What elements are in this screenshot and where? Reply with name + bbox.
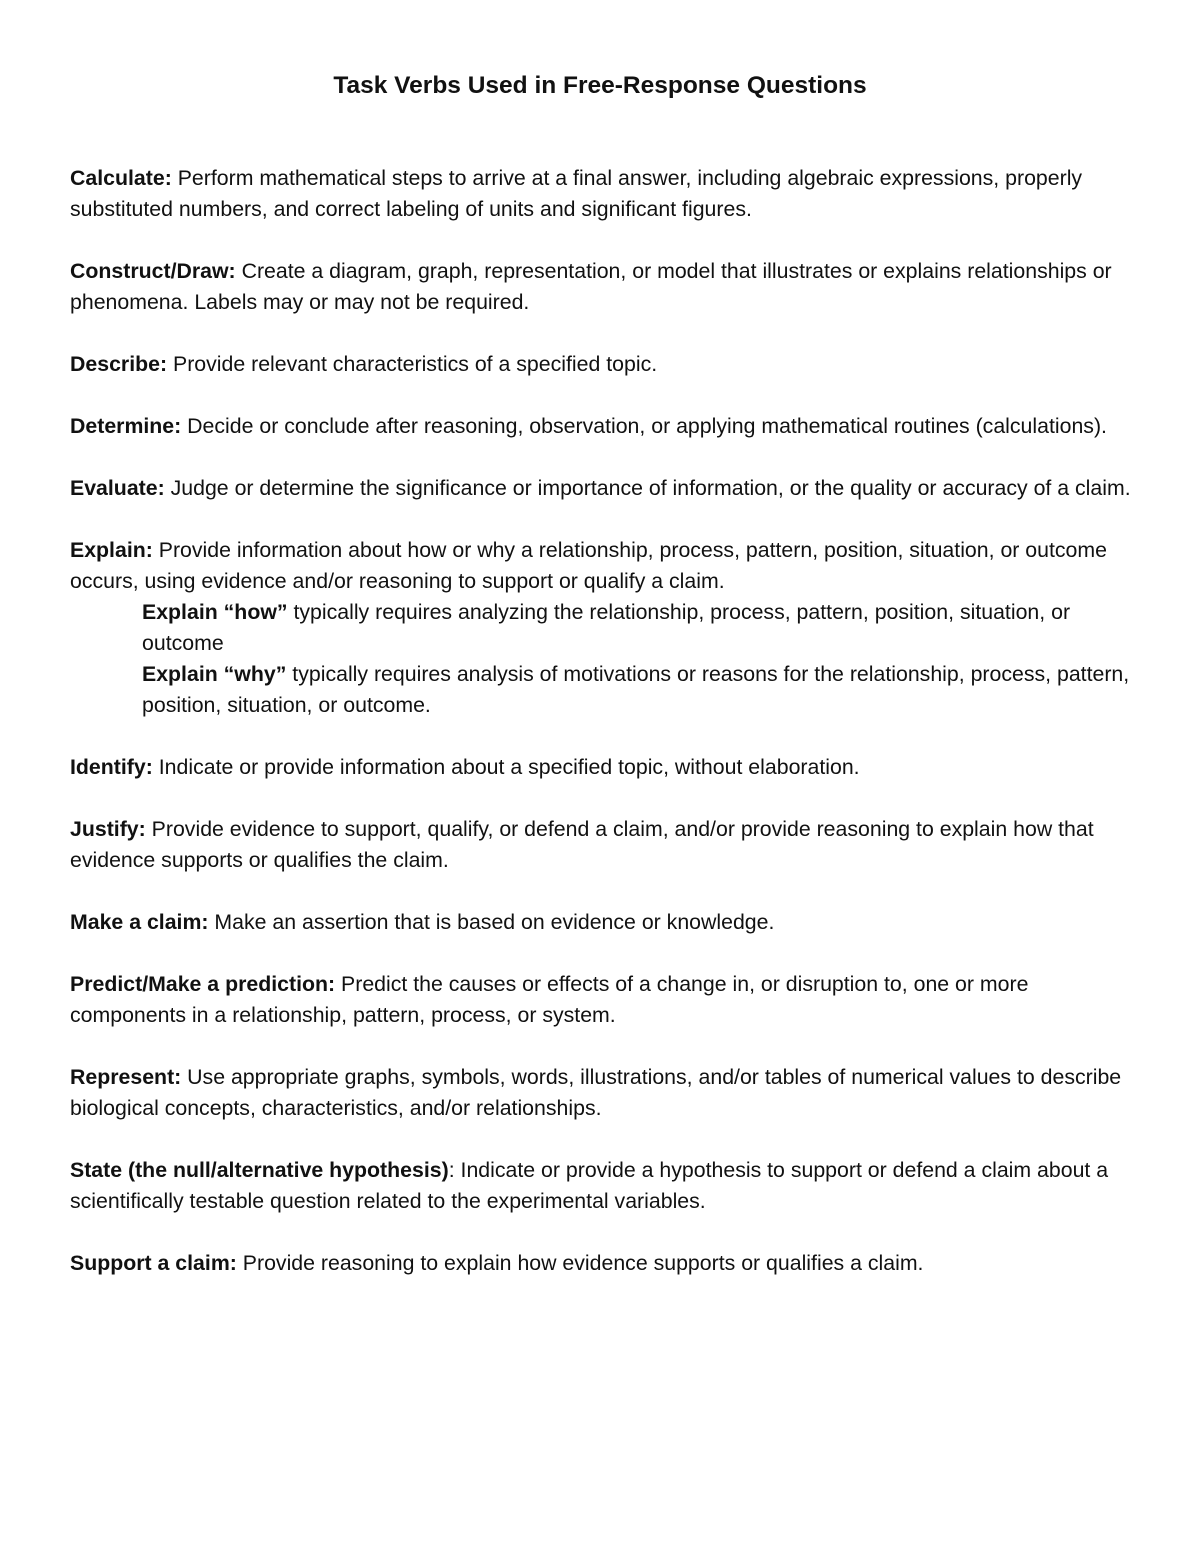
entry-term: Justify: [70, 817, 146, 841]
explain-how-subitem [142, 597, 1140, 659]
entry-predict [70, 969, 1140, 1031]
explain-why-subitem [142, 659, 1140, 721]
entry-term: Describe: [70, 352, 168, 376]
entry-definition: Provide evidence to support, qualify, or defend a claim, and/or provide reasoning to explain how that evidence supports or qualifies the claim. [70, 817, 1094, 872]
entry-definition: Predict the causes or effects of a change in, or disruption to, one or more components in a relationship, pattern, process, or system. [70, 972, 1029, 1027]
entry-evaluate [70, 473, 1140, 504]
entry-explain [70, 535, 1140, 721]
subitem-term: Explain “why” [142, 662, 287, 686]
entry-term: Evaluate: [70, 476, 165, 500]
entry-definition: Create a diagram, graph, representation, or model that illustrates or explains relationships or phenomena. Labels may or may not be required. [70, 259, 1112, 314]
entry-definition: Indicate or provide information about a specified topic, without elaboration. [152, 755, 860, 779]
entry-represent [70, 1062, 1140, 1124]
entry-term: Determine: [70, 414, 182, 438]
entry-explain-main [70, 535, 1140, 597]
page-title: Task Verbs Used in Free-Response Questions [333, 72, 867, 99]
entry-definition: Provide information about how or why a relationship, process, pattern, position, situation, or outcome occurs, using evidence and/or reasoning to support or qualify a claim. [70, 538, 1107, 593]
entry-construct-draw [70, 256, 1140, 318]
entry-state-hypothesis [70, 1155, 1140, 1217]
entry-definition: Judge or determine the significance or importance of information, or the quality or accuracy of a claim. [164, 476, 1131, 500]
entry-describe [70, 349, 1140, 380]
subitem-term: Explain “how” [142, 600, 288, 624]
subitem-definition: typically requires analysis of motivations or reasons for the relationship, process, pattern, position, situation, or outcome. [142, 662, 1130, 717]
entry-term: Represent: [70, 1065, 182, 1089]
entry-definition: Make an assertion that is based on evidence or knowledge. [208, 910, 775, 934]
entry-term: State (the null/alternative hypothesis) [70, 1158, 449, 1182]
entry-term: Predict/Make a prediction: [70, 972, 336, 996]
entry-term: Calculate: [70, 166, 172, 190]
entry-term: Explain: [70, 538, 153, 562]
entry-term: Make a claim: [70, 910, 209, 934]
entry-term: Identify: [70, 755, 153, 779]
entry-definition: Provide relevant characteristics of a specified topic. [167, 352, 658, 376]
entry-definition: Perform mathematical steps to arrive at a final answer, including algebraic expressions, properly substituted numbers, and correct labeling of units and significant figures. [70, 166, 1083, 221]
entry-term: Support a claim: [70, 1251, 237, 1275]
entry-definition: Use appropriate graphs, symbols, words, illustrations, and/or tables of numerical values to describe biological concepts, characteristics, and/or relationships. [70, 1065, 1122, 1120]
subitem-definition: typically requires analyzing the relationship, process, pattern, position, situation, or outcome [142, 600, 1071, 655]
entry-determine [70, 411, 1140, 442]
entry-support-a-claim [70, 1248, 1140, 1279]
entry-definition: Decide or conclude after reasoning, observation, or applying mathematical routines (calculations). [181, 414, 1107, 438]
task-verb-list [70, 163, 1140, 1310]
entry-identify [70, 752, 1140, 783]
entry-calculate [70, 163, 1140, 225]
entry-definition: : Indicate or provide a hypothesis to support or defend a claim about a scientifically testable question related to the experimental variables. [70, 1158, 1109, 1213]
entry-definition: Provide reasoning to explain how evidence supports or qualifies a claim. [236, 1251, 924, 1275]
entry-justify [70, 814, 1140, 876]
entry-make-a-claim [70, 907, 1140, 938]
entry-term: Construct/Draw: [70, 259, 236, 283]
